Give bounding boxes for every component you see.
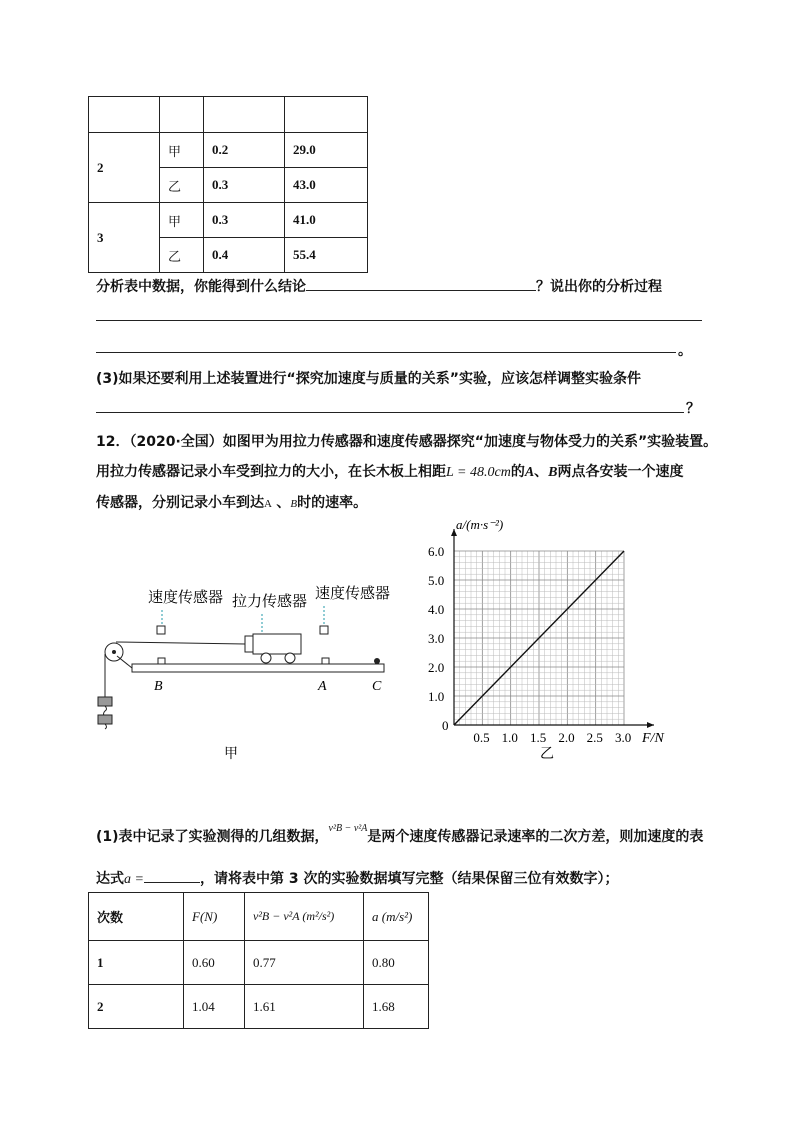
table-cell: 0.4 — [204, 238, 285, 273]
x-axis-arrow — [647, 722, 654, 728]
table-row — [89, 985, 429, 1029]
point-label: B — [548, 465, 558, 480]
table-cell: 41.0 — [285, 203, 368, 238]
question-1-line1 — [96, 823, 704, 846]
question-text: 时的速率。 — [297, 495, 368, 511]
table-cell — [285, 97, 368, 133]
answer-line[interactable] — [96, 320, 702, 321]
table-cell: 1.68 — [364, 985, 429, 1029]
table-cell: 2 — [89, 133, 160, 203]
formula-L: L = 48.0cm — [446, 465, 511, 480]
table-header: 次数 — [89, 893, 184, 941]
table-header: v²B − v²A (m²/s²) — [245, 893, 364, 941]
table-cell — [204, 97, 285, 133]
table-cell — [89, 97, 160, 133]
question-text: 分析表中数据，你能得到什么结论 — [96, 279, 306, 295]
figure-caption: 甲 — [224, 746, 238, 762]
long-board — [132, 664, 384, 672]
end-mark: ？ — [686, 401, 700, 417]
separator: 、 — [534, 464, 549, 480]
y-tick-label: 5.0 — [428, 573, 445, 588]
table-cell — [160, 97, 204, 133]
question-text: 是两个速度传感器记录速率的二次方差，则加速度的表 — [367, 829, 704, 845]
label-force-sensor: 拉力传感器 — [232, 592, 308, 610]
speed-sensor-icon — [157, 626, 165, 634]
cart-icon — [253, 634, 301, 654]
table-header: F(N) — [184, 893, 245, 941]
y-tick-label: 4.0 — [428, 602, 445, 617]
x-tick-label: 2.0 — [558, 730, 575, 745]
question-text: ，请将表中第 3 次的实验数据填写完整（结果保留三位有效数字）； — [199, 871, 619, 887]
point-label: B — [154, 679, 163, 694]
x-tick-label: 0.5 — [473, 730, 490, 745]
question-3: (3)如果还要利用上述装置进行“探究加速度与质量的关系”实验，应该怎样调整实验条件 — [96, 371, 641, 387]
data-table-1 — [88, 96, 368, 273]
question-12-line3 — [96, 492, 367, 512]
table-cell: 0.77 — [245, 941, 364, 985]
point-label: A — [264, 498, 272, 510]
question-12-line2 — [96, 461, 684, 481]
y-tick-label: 6.0 — [428, 544, 445, 559]
table-cell: 3 — [89, 203, 160, 273]
weight-icon — [98, 697, 112, 706]
table-cell: 0.60 — [184, 941, 245, 985]
table-cell: 甲 — [160, 133, 204, 168]
table-header: a (m/s²) — [364, 893, 429, 941]
a-f-chart — [420, 515, 680, 765]
end-mark: 。 — [678, 343, 692, 359]
y-tick-label: 0 — [442, 718, 449, 733]
question-analyze — [96, 276, 662, 296]
x-axis-label: F/N — [642, 731, 664, 746]
x-tick-label: 3.0 — [615, 730, 632, 745]
question-text: 用拉力传感器记录小车受到拉力的大小，在长木板上相距 — [96, 464, 446, 480]
answer-blank[interactable] — [144, 870, 200, 883]
table-cell: 1 — [89, 941, 184, 985]
question-text: 达式 — [96, 871, 124, 887]
point-label: C — [372, 679, 382, 694]
y-tick-label: 3.0 — [428, 631, 445, 646]
x-tick-label: 1.0 — [501, 730, 518, 745]
point-label: A — [318, 679, 327, 694]
chart-axes — [451, 529, 654, 728]
table-row — [89, 203, 368, 238]
question-text: (1)表中记录了实验测得的几组数据， — [96, 829, 329, 845]
point-label: A — [524, 465, 535, 480]
answer-blank[interactable] — [306, 278, 536, 291]
label-speed-sensor-left: 速度传感器 — [148, 588, 224, 606]
table-header-row — [89, 893, 429, 941]
chart-caption: 乙 — [540, 746, 554, 762]
separator: 、 — [276, 495, 291, 511]
table-cell: 乙 — [160, 238, 204, 273]
table-cell: 43.0 — [285, 168, 368, 203]
x-tick-label: 2.5 — [586, 730, 603, 745]
data-table-2 — [88, 892, 429, 1029]
speed-sensor-icon — [320, 626, 328, 634]
question-1-line2 — [96, 868, 618, 888]
apparatus-diagram — [90, 572, 400, 772]
question-text: 两点各安装一个速度 — [557, 464, 684, 480]
answer-line[interactable] — [96, 352, 676, 353]
table-cell: 甲 — [160, 203, 204, 238]
answer-line[interactable] — [96, 412, 684, 413]
table-cell: 55.4 — [285, 238, 368, 273]
question-text: 的 — [510, 464, 525, 480]
label-speed-sensor-right: 速度传感器 — [315, 584, 391, 602]
table-cell: 1.61 — [245, 985, 364, 1029]
question-text: 传感器，分别记录小车到达 — [96, 495, 264, 511]
table-cell: 0.3 — [204, 203, 285, 238]
x-tick-label: 1.5 — [530, 730, 547, 745]
weight-icon — [98, 715, 112, 724]
formula-v: v²B − v²A — [328, 823, 368, 834]
table-cell: 0.2 — [204, 133, 285, 168]
table-cell: 29.0 — [285, 133, 368, 168]
table-cell: 2 — [89, 985, 184, 1029]
formula-a: a = — [124, 872, 144, 887]
question-12-line1: 12．（2020·全国）如图甲为用拉力传感器和速度传感器探究“加速度与物体受力的关系”实验装置。 — [96, 434, 718, 450]
table-row — [89, 133, 368, 168]
table-cell: 1.04 — [184, 985, 245, 1029]
table-row — [89, 941, 429, 985]
y-axis-label: a/(m·s⁻²) — [456, 517, 504, 532]
y-tick-label: 2.0 — [428, 660, 445, 675]
y-tick-label: 1.0 — [428, 689, 445, 704]
question-text: ？说出你的分析过程 — [536, 279, 662, 295]
table-cell: 乙 — [160, 168, 204, 203]
table-cell: 0.3 — [204, 168, 285, 203]
table-cell: 0.80 — [364, 941, 429, 985]
point-label: B — [290, 498, 298, 510]
